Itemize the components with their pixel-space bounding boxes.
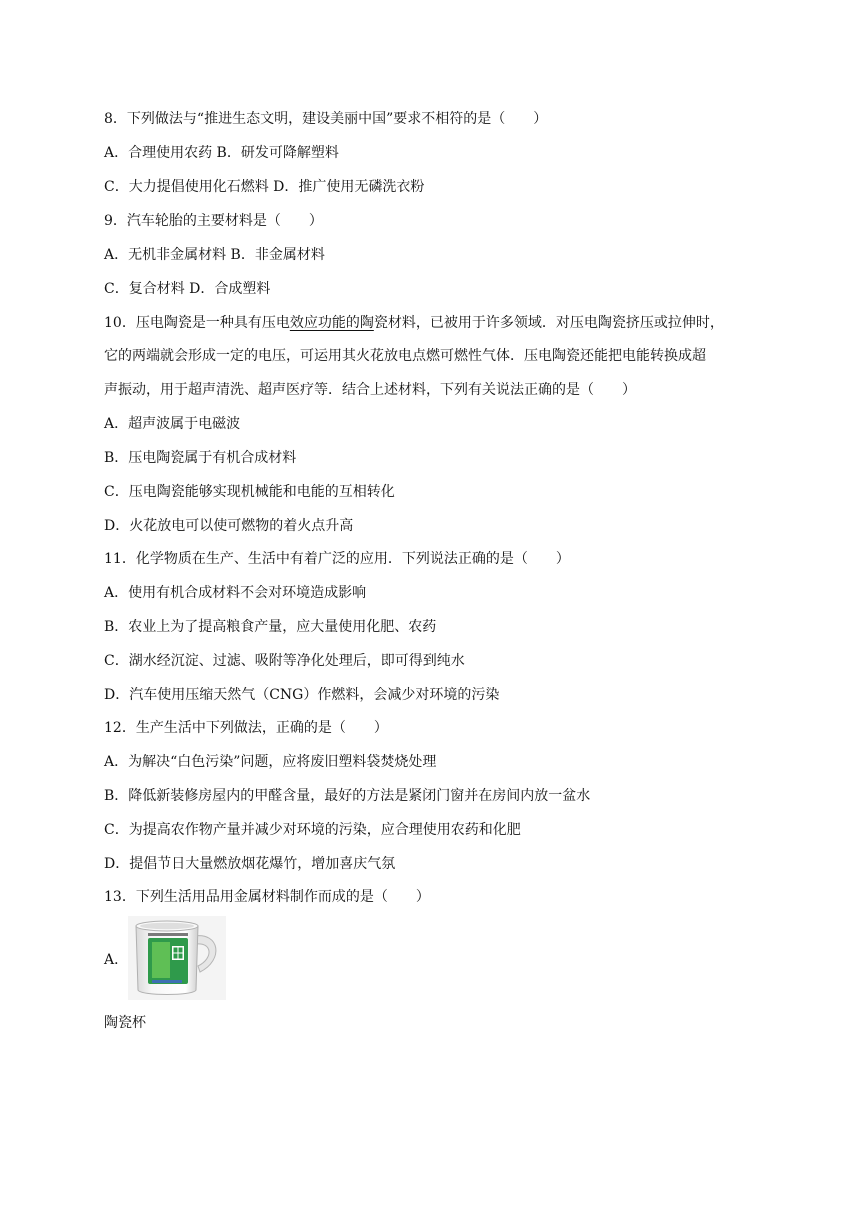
q8-options-cd: C．大力提倡使用化石燃料 D．推广使用无磷洗衣粉 xyxy=(104,179,425,195)
q10-option-b: B．压电陶瓷属于有机合成材料 xyxy=(104,450,297,466)
q13-option-a-caption: 陶瓷杯 xyxy=(104,1015,146,1031)
q10-stem-line2: 它的两端就会形成一定的电压，可运用其火花放电点燃可燃性气体．压电陶瓷还能把电能转换成超 xyxy=(104,348,706,364)
q10-stem-pre: 10．压电陶瓷是一种具有压电 xyxy=(104,315,290,331)
q11-option-b: B．农业上为了提高粮食产量，应大量使用化肥、农药 xyxy=(104,619,437,635)
ceramic-mug-icon xyxy=(128,916,226,1000)
q9-stem: 9．汽车轮胎的主要材料是（ ） xyxy=(104,213,323,229)
q10-option-a: A．超声波属于电磁波 xyxy=(104,416,241,432)
q8-options-ab: A．合理使用农药 B．研发可降解塑料 xyxy=(104,145,339,161)
q13-stem: 13．下列生活用品用金属材料制作而成的是（ ） xyxy=(104,889,430,905)
q11-option-a: A．使用有机合成材料不会对环境造成影响 xyxy=(104,585,367,601)
q10-stem-line3: 声振动，用于超声清洗、超声医疗等．结合上述材料，下列有关说法正确的是（ ） xyxy=(104,382,636,398)
q11-option-d: D．汽车使用压缩天然气（CNG）作燃料，会减少对环境的污染 xyxy=(104,687,500,703)
q10-stem-line1 xyxy=(104,313,724,333)
q12-option-a: A．为解决“白色污染”问题，应将废旧塑料袋焚烧处理 xyxy=(104,754,437,770)
q12-option-c: C．为提高农作物产量并减少对环境的污染，应合理使用农药和化肥 xyxy=(104,822,521,838)
q8-stem: 8．下列做法与“推进生态文明，建设美丽中国”要求不相符的是（ ） xyxy=(104,111,548,127)
q11-stem: 11．化学物质在生产、生活中有着广泛的应用．下列说法正确的是（ ） xyxy=(104,551,570,567)
q13-option-a-label: A． xyxy=(104,952,129,968)
q12-option-b: B．降低新装修房屋内的甲醛含量，最好的方法是紧闭门窗并在房间内放一盆水 xyxy=(104,788,591,804)
q10-stem-underlined: 效应功能的陶 xyxy=(289,315,374,331)
q12-stem: 12．生产生活中下列做法，正确的是（ ） xyxy=(104,720,388,736)
q10-option-c: C．压电陶瓷能够实现机械能和电能的互相转化 xyxy=(104,484,395,500)
q10-option-d: D．火花放电可以使可燃物的着火点升高 xyxy=(104,518,354,534)
q11-option-c: C．湖水经沉淀、过滤、吸附等净化处理后，即可得到纯水 xyxy=(104,653,465,669)
q12-option-d: D．提倡节日大量燃放烟花爆竹，增加喜庆气氛 xyxy=(104,856,396,872)
q9-options-ab: A．无机非金属材料 B．非金属材料 xyxy=(104,247,325,263)
q10-stem-post: 瓷材料，已被用于许多领域．对压电陶瓷挤压或拉伸时， xyxy=(373,315,724,331)
q9-options-cd: C．复合材料 D．合成塑料 xyxy=(104,281,271,297)
